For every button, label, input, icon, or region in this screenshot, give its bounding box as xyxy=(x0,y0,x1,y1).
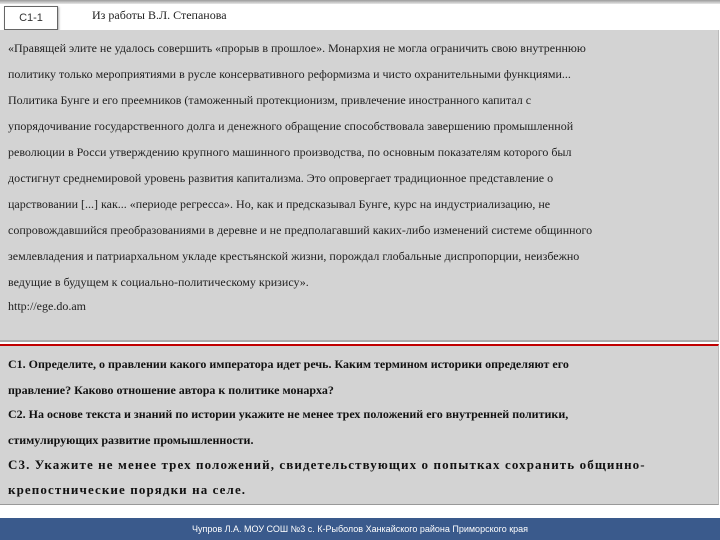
source-link[interactable]: http://ege.do.am xyxy=(8,299,86,313)
top-shadow xyxy=(0,0,720,4)
task-c3-line: крепостнические порядки на селе. xyxy=(8,482,247,497)
source-line: Политика Бунге и его преемников (таможенный протекционизм, привлечение иностранного капитал с xyxy=(8,93,532,107)
slide-label: C1-1 xyxy=(4,6,58,30)
task-c3-line: С3. Укажите не менее трех положений, свидетельствующих о попытках сохранить общинно- xyxy=(8,457,646,472)
task-c1-line: правление? Каково отношение автора к политике монарха? xyxy=(8,383,334,397)
source-line: сопровождавшийся преобразованиями в деревне и не предполагавший каких-либо изменений системе общинного xyxy=(8,223,593,237)
source-line: землевладения и патриархальном укладе крестьянской жизни, порождал глобальные диспропорции, неизбежно xyxy=(8,249,580,263)
source-text-panel xyxy=(0,30,719,342)
task-c2-line: С2. На основе текста и знаний по истории укажите не менее трех положений его внутренней политики, xyxy=(8,407,569,421)
source-heading: Из работы В.Л. Степанова xyxy=(92,8,227,22)
source-line: царствовании [...] как... «периоде регресса». Но, как и предсказывал Бунге, курс на индустриализацию, не xyxy=(8,197,551,211)
source-line: политику только мероприятиями в русле консервативного реформизма и чисто охранительными функциями... xyxy=(8,67,571,81)
source-line: «Правящей элите не удалось совершить «прорыв в прошлое». Монархия не могла ограничить свою внутреннюю xyxy=(8,41,586,55)
source-line: упорядочивание государственного долга и денежного обращение способствовала завершению промышленной xyxy=(8,119,574,133)
tasks-panel xyxy=(0,344,719,505)
task-c2-line: стимулирующих развитие промышленности. xyxy=(8,433,254,447)
task-c1-line: С1. Определите, о правлении какого императора идет речь. Каким термином историки определяют его xyxy=(8,357,569,371)
source-line: революции в Росси утверждению крупного машинного производства, по основным показателям которого был xyxy=(8,145,572,159)
footer-bar: Чупров Л.А. МОУ СОШ №3 с. К-Рыболов Ханкайского района Приморского края xyxy=(0,518,720,540)
source-line: достигнут среднемировой уровень развития капитализма. Это опровергает традиционное представление о xyxy=(8,171,554,185)
source-line: ведущие в будущем к социально-политическому кризису». xyxy=(8,275,309,289)
